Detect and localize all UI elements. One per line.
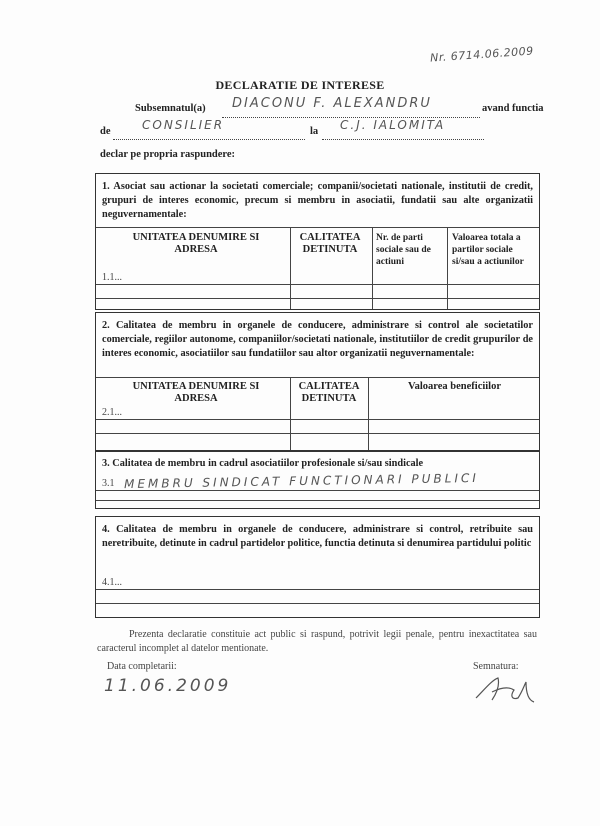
- table1-col-unitatea: UNITATEA DENUMIRE SI ADRESA: [132, 232, 260, 255]
- la-label: la: [310, 126, 319, 137]
- table1-divider-1: [290, 227, 291, 309]
- section-4-box: [95, 516, 540, 618]
- footer-statement: Prezenta declaratie constituie act public si raspund, potrivit legii penale, pentru inexactitatea sau caracterul incomplet al datelor mentionate.: [97, 629, 537, 654]
- name-value: DIACONU F. ALEXANDRU: [232, 96, 432, 111]
- section-4-line-2: [96, 603, 539, 604]
- table1-row-line-2: [96, 298, 539, 299]
- table1-col-nr-parti: Nr. de parti sociale sau de actiuni: [376, 233, 431, 267]
- signature-scribble: [470, 672, 540, 706]
- table2-row-label: 2.1...: [102, 407, 122, 418]
- section-3-text: 3. Calitatea de membru in cadrul asociatiilor profesionale si/sau sindicale: [102, 458, 424, 469]
- table1-top-border: [96, 227, 539, 228]
- table2-divider-2: [368, 377, 369, 450]
- section-1-box: [95, 173, 540, 310]
- institution-value: C.J. IALOMITA: [340, 118, 446, 132]
- table2-col-valoarea: Valoarea beneficiilor: [407, 381, 502, 392]
- table1-row-line-1: [96, 284, 539, 285]
- section-2-box: [95, 312, 540, 451]
- section-3-box: [95, 451, 540, 509]
- section-1-text: 1. Asociat sau actionar la societati comerciale; companii/societati nationale, institutii de credit, grupuri de interes economic, precum si membru in asociatii, fundatii sau alte organizatii neguvernamentale:: [102, 181, 533, 220]
- table2-row-line-2: [96, 433, 539, 434]
- section-3-row-value: MEMBRU SINDICAT FUNCTIONARI PUBLICI: [123, 470, 479, 492]
- section-3-line-2: [96, 500, 539, 501]
- functia-label: avand functia: [482, 103, 544, 114]
- date-value: 11.06.2009: [104, 676, 232, 696]
- subsemnatul-label: Subsemnatul(a): [135, 103, 206, 114]
- table2-row-line-1: [96, 419, 539, 420]
- signature-label: Semnatura:: [473, 661, 519, 672]
- table1-col-calitatea: CALITATEA DETINUTA: [299, 232, 361, 255]
- section-4-row-label: 4.1...: [102, 577, 122, 588]
- table1-col-valoarea: Valoarea totala a partilor sociale si/sau a actiunilor: [452, 233, 524, 267]
- section-3-line-1: [96, 490, 539, 491]
- declar-text: declar pe propria raspundere:: [100, 149, 236, 160]
- de-label: de: [100, 126, 111, 137]
- table2-col-unitatea: UNITATEA DENUMIRE SI ADRESA: [132, 381, 260, 404]
- section-3-row-label: 3.1: [102, 478, 115, 489]
- table1-row-label: 1.1...: [102, 272, 122, 283]
- table1-divider-2: [372, 227, 373, 309]
- table2-col-calitatea: CALITATEA DETINUTA: [298, 381, 360, 404]
- table2-divider-1: [290, 377, 291, 450]
- section-4-text: 4. Calitatea de membru in organele de conducere, administrare si control, retribuite sau neretribuite, detinute in cadrul partidelor politice, functia detinuta si denumirea partidului politic: [102, 524, 533, 549]
- document-number: Nr. 6714.06.2009: [429, 44, 535, 65]
- table1-divider-3: [447, 227, 448, 309]
- section-4-line-1: [96, 589, 539, 590]
- function-value: CONSILIER: [142, 118, 225, 132]
- section-2-text: 2. Calitatea de membru in organele de conducere, administrare si control ale societatilor comerciale, regiilor autonome, companiilor/societati nationale, institutiilor de credit grupurilor de interes economic, asociatiilor sau fundatiilor sau altor organizatii neguvernamentale:: [102, 320, 533, 359]
- date-label: Data completarii:: [107, 661, 177, 672]
- table2-top-border: [96, 377, 539, 378]
- document-title: DECLARATIE DE INTERESE: [215, 78, 385, 92]
